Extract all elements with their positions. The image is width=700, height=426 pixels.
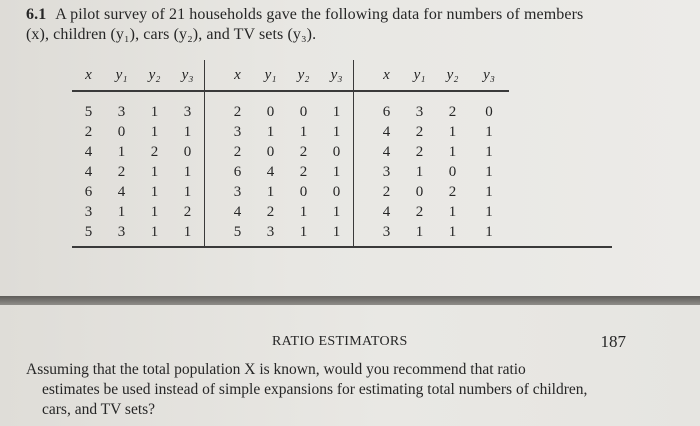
table-row <box>72 142 509 162</box>
running-head: RATIO ESTIMATORS <box>272 334 408 349</box>
table-cell: 3 <box>117 103 126 120</box>
table-cell: 4 <box>117 183 126 200</box>
table-cell: 1 <box>485 143 493 160</box>
table-cell: 1 <box>171 122 205 142</box>
problem-statement <box>26 5 686 45</box>
table-cell: 1 <box>485 223 493 240</box>
table-cell: 5 <box>84 223 93 240</box>
header-y1-2: y₁ <box>254 60 287 91</box>
table-cell: 1 <box>150 163 159 180</box>
table-cell: 1 <box>448 143 457 160</box>
table-cell: 1 <box>415 223 424 240</box>
table-cell: 1 <box>448 203 457 220</box>
table-cell: 1 <box>171 222 205 246</box>
table-cell: 5 <box>84 103 93 120</box>
table-cell: 2 <box>382 183 391 200</box>
survey-data-table <box>72 60 690 246</box>
question-text <box>26 360 678 420</box>
table-cell: 3 <box>233 183 242 200</box>
header-x-3: x <box>354 60 404 91</box>
table-bottom-rule <box>72 246 612 248</box>
header-y3-3: y₃ <box>469 60 509 91</box>
question-line-1: Assuming that the total population X is known, would you recommend that ratio <box>26 361 526 378</box>
table-cell: 2 <box>448 103 457 120</box>
table-cell: 2 <box>266 203 275 220</box>
table-cell: 4 <box>84 163 93 180</box>
question-line-3: cars, and TV sets? <box>42 401 156 418</box>
textbook-page-lower <box>0 305 700 426</box>
table-cell: 1 <box>320 122 354 142</box>
table-cell: 4 <box>266 163 275 180</box>
table-cell: 1 <box>299 123 308 140</box>
header-y2-1: y₂ <box>138 60 171 91</box>
table-cell: 0 <box>171 142 205 162</box>
table-cell: 1 <box>150 223 159 240</box>
table-cell: 1 <box>320 91 354 122</box>
table-cell: 1 <box>485 123 493 140</box>
table-cell: 2 <box>150 143 159 160</box>
table-cell: 6 <box>233 163 242 180</box>
table-cell: 1 <box>485 163 493 180</box>
table-cell: 0 <box>320 142 354 162</box>
header-x-1: x <box>72 60 105 91</box>
table-row <box>72 162 509 182</box>
table-cell: 1 <box>150 123 159 140</box>
table-cell: 1 <box>117 203 126 220</box>
table-cell: 3 <box>117 223 126 240</box>
table-cell: 6 <box>382 103 391 120</box>
table-header-row <box>72 60 509 91</box>
question-line-2: estimates be used instead of simple expansions for estimating total numbers of children, <box>42 381 588 398</box>
problem-line-1 <box>26 5 686 25</box>
table-cell: 4 <box>382 123 391 140</box>
table-cell: 2 <box>299 163 308 180</box>
table-cell: 0 <box>320 182 354 202</box>
table-cell: 1 <box>448 123 457 140</box>
table-cell: 2 <box>233 103 242 120</box>
table-cell: 0 <box>266 103 275 120</box>
problem-line-2: (x), children (y₁), cars (y₂), and TV sets (y₃). <box>26 26 317 43</box>
header-y1-1: y₁ <box>105 60 138 91</box>
table-cell: 1 <box>266 123 275 140</box>
header-y1-3: y₁ <box>403 60 436 91</box>
table-cell: 6 <box>84 183 93 200</box>
table-cell: 0 <box>299 183 308 200</box>
table-cell: 0 <box>415 183 424 200</box>
header-y3-2: y₃ <box>320 60 354 91</box>
table-row <box>72 91 509 122</box>
table-cell: 2 <box>415 123 424 140</box>
table-cell: 1 <box>320 222 354 246</box>
table-cell: 4 <box>382 143 391 160</box>
header-y3-1: y₃ <box>171 60 205 91</box>
table-cell: 3 <box>266 223 275 240</box>
page-gap <box>0 296 700 305</box>
table-cell: 1 <box>150 183 159 200</box>
table-cell: 2 <box>415 203 424 220</box>
table-cell: 0 <box>448 163 457 180</box>
table-body <box>72 91 509 246</box>
table-cell: 1 <box>485 203 493 220</box>
table-cell: 2 <box>299 143 308 160</box>
table-cell: 1 <box>171 182 205 202</box>
table-cell: 4 <box>84 143 93 160</box>
table-cell: 1 <box>266 183 275 200</box>
table-cell: 2 <box>233 143 242 160</box>
table-row <box>72 122 509 142</box>
table-cell: 5 <box>233 223 242 240</box>
table-cell: 4 <box>233 203 242 220</box>
table-cell: 0 <box>117 123 126 140</box>
table-cell: 2 <box>415 143 424 160</box>
table-cell: 1 <box>320 162 354 182</box>
table-cell: 3 <box>84 203 93 220</box>
table-row <box>72 202 509 222</box>
table-cell: 2 <box>448 183 457 200</box>
table-cell: 3 <box>415 103 424 120</box>
table-cell: 1 <box>448 223 457 240</box>
table-cell: 3 <box>233 123 242 140</box>
data-table <box>72 60 509 246</box>
table-cell: 0 <box>266 143 275 160</box>
table-cell: 0 <box>485 103 493 120</box>
header-x-2: x <box>205 60 255 91</box>
header-y2-2: y₂ <box>287 60 320 91</box>
table-cell: 4 <box>382 203 391 220</box>
table-cell: 3 <box>382 223 391 240</box>
table-cell: 1 <box>320 202 354 222</box>
table-cell: 1 <box>299 203 308 220</box>
table-cell: 2 <box>84 123 93 140</box>
header-y2-3: y₂ <box>436 60 469 91</box>
table-cell: 1 <box>150 103 159 120</box>
problem-number: 6.1 <box>26 6 47 23</box>
page-number: 187 <box>600 332 626 351</box>
table-cell: 1 <box>117 143 126 160</box>
problem-text-1: A pilot survey of 21 households gave the following data for numbers of members <box>55 6 584 23</box>
table-cell: 3 <box>382 163 391 180</box>
table-cell: 2 <box>117 163 126 180</box>
table-cell: 1 <box>485 183 493 200</box>
table-cell: 1 <box>171 162 205 182</box>
table-cell: 3 <box>171 91 205 122</box>
table-cell: 0 <box>299 103 308 120</box>
table-cell: 1 <box>415 163 424 180</box>
table-row <box>72 222 509 246</box>
table-cell: 1 <box>299 223 308 240</box>
table-row <box>72 182 509 202</box>
table-cell: 2 <box>171 202 205 222</box>
table-cell: 1 <box>150 203 159 220</box>
